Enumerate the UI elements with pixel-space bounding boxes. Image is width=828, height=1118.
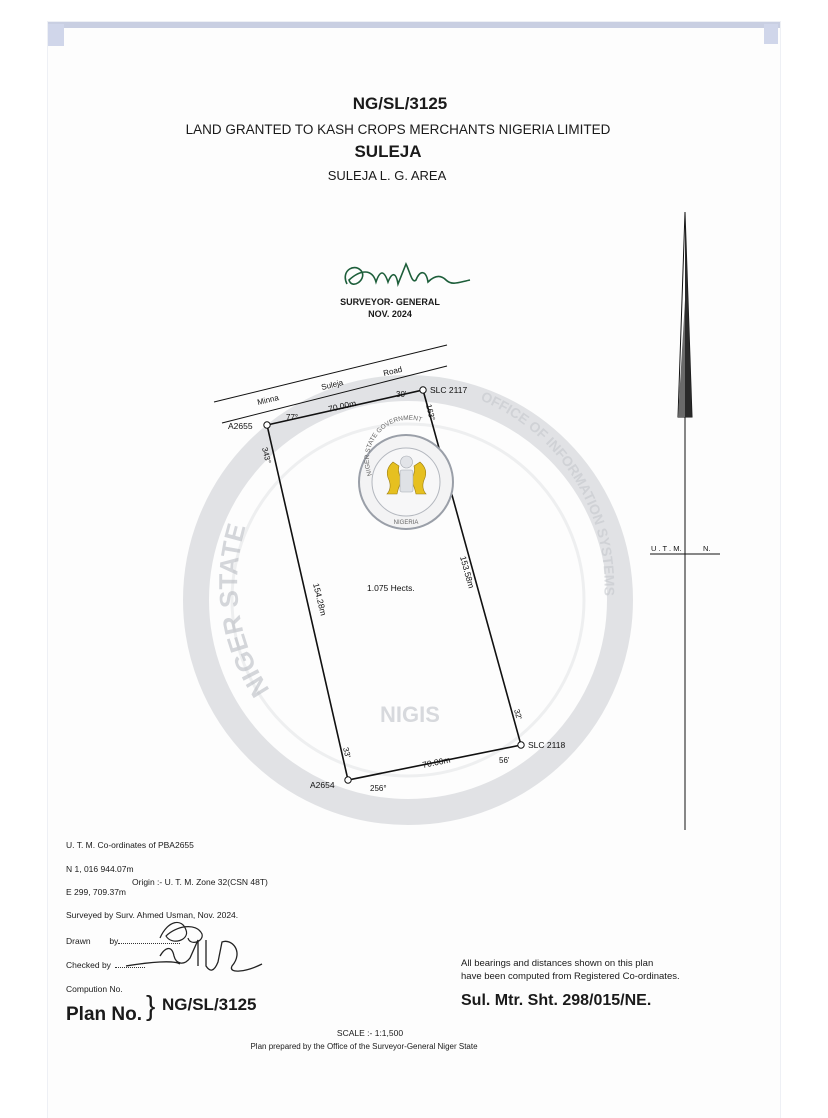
corner-marker-a2655 [264,422,270,428]
road-word-suleja: Suleja [320,377,345,392]
computation-number-label: Compution No. [66,984,123,994]
seal-bottom-text: NIGERIA [393,520,419,526]
checked-by-row [66,959,145,970]
watermark-left-text: NIGER STATE [213,520,275,703]
corner-label-slc2118: SLC 2118 [528,740,566,750]
bearing-top-right-b: 163° [424,403,437,422]
bearing-left-top: 343° [260,446,273,465]
utm-coordinates-heading: U. T. M. Co-ordinates of PBA2655 [66,840,194,850]
distance-right: 153.58m [458,554,477,590]
prepared-by-text: Plan prepared by the Office of the Surveyor-General Niger State [250,1042,478,1051]
utm-label: U . T . M. [651,544,682,553]
bearing-top-right-a: 30' [396,390,407,399]
watermark-right-text: OFFICE OF INFORMATION SYSTEMS [478,388,618,597]
lga-name: SULEJA L. G. AREA [327,168,447,183]
plan-title: NG/SL/3125 [352,94,448,113]
surveyor-general-date: NOV. 2024 [368,309,412,319]
corner-marker-slc2118 [518,742,524,748]
grant-description: LAND GRANTED TO KASH CROPS MERCHANTS NIGERIA LIMITED [185,122,611,137]
surveyor-general-title: SURVEYOR- GENERAL [340,297,440,307]
bearing-bottom-left-b: 256° [370,784,387,793]
drawn-by-row [66,935,180,946]
bearing-top-left: 77° [286,413,299,422]
checked-by-label: by [101,960,111,970]
corner-label-a2655: A2655 [228,421,253,431]
seal-top-text: NIGER STATE GOVERNMENT [363,414,423,477]
distance-bottom: 70.00m [421,754,452,770]
road-word-road: Road [382,364,404,378]
distance-left: 154.28m [311,582,329,617]
distance-top: 70.00m [327,397,358,414]
parcel-area: 1.075 Hects. [367,583,415,593]
surveyor-general-signature [345,264,470,284]
utm-origin: Origin :- U. T. M. Zone 32(CSN 48T) [132,877,268,887]
brace-glyph: } [146,990,156,1021]
drawn-dotted-line [118,935,180,944]
drawn-by-label: by [109,936,119,946]
north-label: N. [703,544,711,553]
computation-note-line2: have been computed from Registered Co-ordinates. [461,971,680,982]
map-sheet-reference: Sul. Mtr. Sht. 298/015/NE. [461,992,652,1009]
surveyed-by: Surveyed by Surv. Ahmed Usman, Nov. 2024. [66,910,239,920]
corner-marker-a2654 [345,777,351,783]
niger-state-seal [359,415,453,529]
corner-label-a2654: A2654 [310,780,335,790]
corner-label-slc2117: SLC 2117 [430,385,468,395]
checked-dotted-line [115,959,145,968]
utm-easting: E 299, 709.37m [66,887,127,897]
watermark-nigis-text: NIGIS [380,702,440,727]
plan-number-label: Plan No. [66,1004,143,1025]
road-word-minna: Minna [256,393,280,407]
bearing-bottom-left-a: 33' [341,746,353,759]
scale-text: SCALE :- 1:1,500 [336,1028,404,1038]
north-arrow [678,212,692,830]
drawn-label: Drawn [66,936,91,946]
plan-number-value: NG/SL/3125 [162,995,257,1014]
utm-northing: N 1, 016 944.07m [66,864,134,874]
bearing-bottom-right: 56' [499,756,510,765]
checked-label: Checked [66,960,100,970]
bearing-right-bottom: 32' [512,708,524,721]
location-name: SULEJA [354,142,422,161]
corner-marker-slc2117 [420,387,426,393]
computation-note-line1: All bearings and distances shown on this plan [461,958,654,969]
